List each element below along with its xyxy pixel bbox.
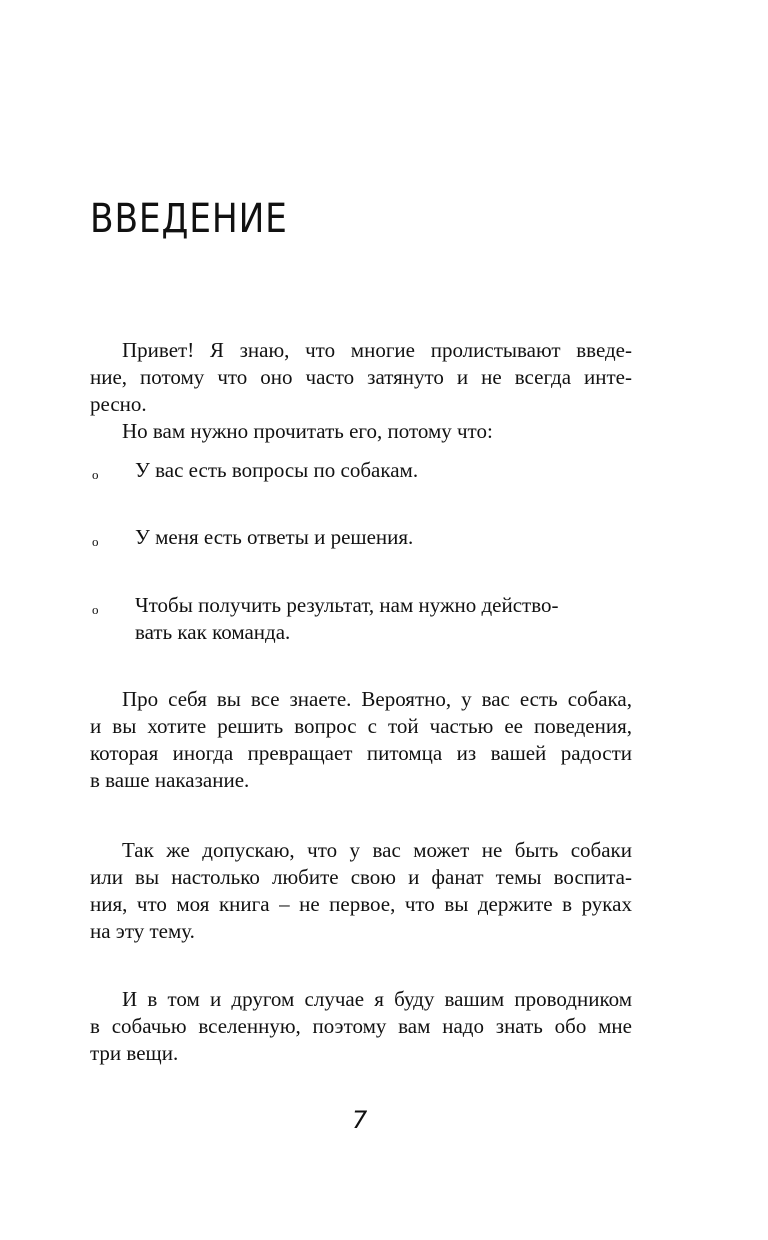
paragraph4-line-3: три вещи. [90, 1041, 179, 1065]
intro-line-1: Привет! Я знаю, что многие пролистывают введе- [122, 338, 632, 362]
paragraph3-line-1: Так же допускаю, что у вас может не быть собаки [122, 838, 632, 862]
page-number: 7 [352, 1106, 368, 1134]
paragraph4-line-1: И в том и другом случае я буду вашим проводником [122, 987, 632, 1011]
paragraph2-line-3: которая иногда превращает питомца из вашей радости [90, 741, 632, 765]
bullet-item-3-line-1: Чтобы получить результат, нам нужно действо- [135, 593, 559, 617]
bullet-item-1: У вас есть вопросы по собакам. [135, 458, 419, 482]
paragraph4-line-2: в собачью вселенную, поэтому вам надо знать обо мне [90, 1014, 632, 1038]
bullet-item-3-line-2: вать как команда. [135, 620, 291, 644]
intro-line-2: ние, потому что оно часто затянуто и не всегда инте- [90, 365, 632, 389]
paragraph2-line-2: и вы хотите решить вопрос с той частью ее поведения, [90, 714, 632, 738]
bullet-marker-2: o [92, 534, 99, 549]
paragraph2-line-4: в ваше наказание. [90, 768, 250, 792]
intro-line-4: Но вам нужно прочитать его, потому что: [122, 419, 493, 443]
intro-line-3: ресно. [90, 392, 147, 416]
bullet-marker-3: o [92, 602, 99, 617]
bullet-marker-1: o [92, 467, 99, 482]
paragraph3-line-3: ния, что моя книга – не первое, что вы держите в руках [90, 892, 632, 916]
bullet-item-2: У меня есть ответы и решения. [135, 525, 414, 549]
paragraph2-line-1: Про себя вы все знаете. Вероятно, у вас есть собака, [122, 687, 632, 711]
paragraph3-line-4: на эту тему. [90, 919, 195, 943]
chapter-title: ВВЕДЕНИЕ [90, 196, 288, 242]
paragraph3-line-2: или вы настолько любите свою и фанат темы воспита- [90, 865, 632, 889]
